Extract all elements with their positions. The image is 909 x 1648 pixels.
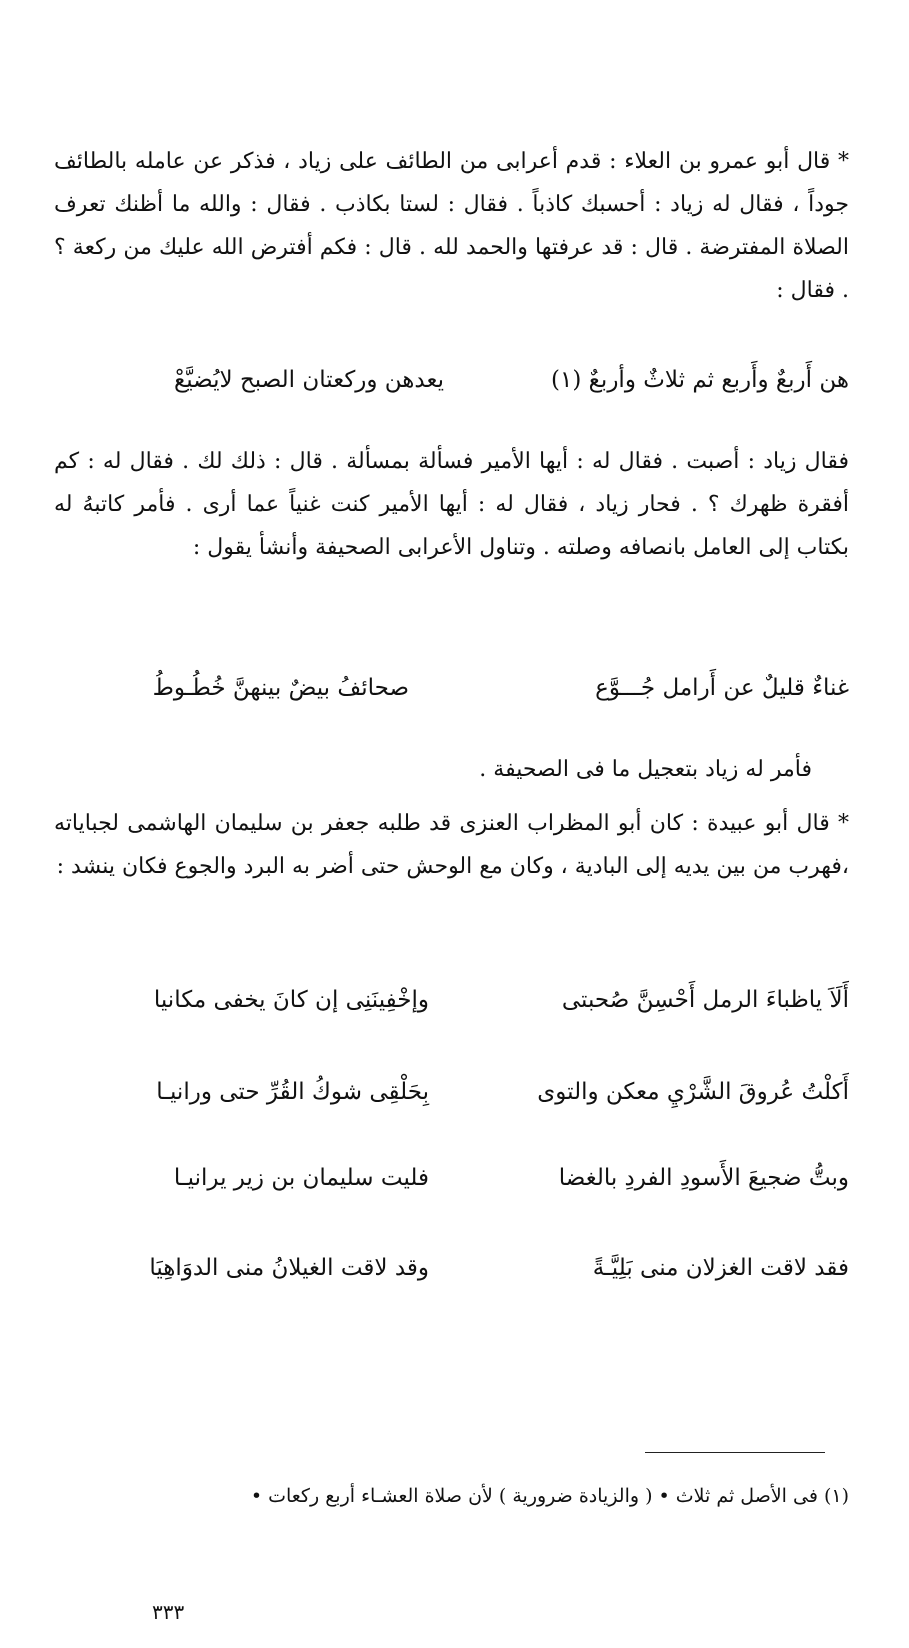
verse-first-hemistich: أَلَاَ ياظباءَ الرمل أَحْسِنَّ صُحبتى (561, 987, 849, 1013)
footnote-divider (645, 1452, 825, 1453)
verse-line (54, 1248, 849, 1288)
footnote: (١) فى الأصل ثم ثلاث • ( والزيادة ضرورية ) لأن صلاة العشـاء أربع ركعات • (250, 1485, 849, 1507)
verse-second-hemistich: وإخْفِينَنِى إن كانَ يخفى مكانيا (153, 987, 429, 1013)
verse-first-hemistich: هن أَربعٌ وأَربع ثم ثلاثٌ وأربعٌ (١) (551, 367, 849, 393)
paragraph-ziyad-bedouin: * قال أبو عمرو بن العلاء : قدم أعرابى من الطائف على زياد ، فذكر عن عامله بالطائف جوداً ، فقال له زياد : أحسبك كاذباً . فقال : لستا بكاذب . فقال : والله ما أظنك تعرف الصلاة المفترضة . قال : قد عرفتها والحمد لله . قال : فكم أفترض الله عليك من ركعة ؟ . فقال : (54, 149, 849, 303)
verse-line (54, 1072, 849, 1112)
verse-line (54, 360, 849, 400)
verse-first-hemistich: غناءٌ قليلٌ عن أَرامل جُـــوَّع (595, 675, 849, 701)
paragraph-ziyad-reply: فقال زياد : أصبت . فقال له : أيها الأمير فسألة بمسألة . قال : ذلك لك . فقال له : كم أفقرة ظهرك ؟ . فحار زياد ، فقال له : أيها الأمير كنت غنياً عما أرى . فأمر كاتبهُ له بكتاب إلى العامل بانصافه وصلته . وتناول الأعرابى الصحيفة وأنشأ يقول : (54, 449, 849, 560)
verse-line (54, 1158, 849, 1198)
page-number: ٣٣٣ (152, 1600, 185, 1624)
verse-first-hemistich: فقد لاقت الغزلان منى بَلِيَّـةً (592, 1255, 849, 1281)
verse-second-hemistich: صحائفُ بيضٌ بينهنَّ خُطُـوطُ (152, 675, 409, 701)
verse-first-hemistich: وبتُّ ضجيعَ الأَسودِ الفردِ بالغضا (558, 1165, 849, 1191)
verse-second-hemistich: يعدهن وركعتان الصبح لايُضيَّعْ (173, 367, 444, 393)
verse-line (54, 668, 849, 708)
verse-second-hemistich: بِحَلْقِى شوكُ القُرِّ حتى ورانيـا (156, 1079, 429, 1105)
verse-second-hemistich: فليت سليمان بن زير يرانيـا (173, 1165, 429, 1191)
paragraph-ziyad-order: فأمر له زياد بتعجيل ما فى الصحيفة . (479, 757, 812, 782)
verse-line (54, 980, 849, 1020)
verse-second-hemistich: وقد لاقت الغيلانُ منى الدوَاهِيَا (149, 1255, 429, 1281)
verse-first-hemistich: أَكلْتُ عُروقَ الشَّرْيِ معكن والتوى (537, 1079, 849, 1105)
paragraph-abu-ubaida: * قال أبو عبيدة : كان أبو المظراب العنزى قد طلبه جعفر بن سليمان الهاشمى لجباياته ،فهرب من بين يديه إلى البادية ، وكان مع الوحش حتى أضر به البرد والجوع فكان ينشد : (54, 811, 849, 879)
